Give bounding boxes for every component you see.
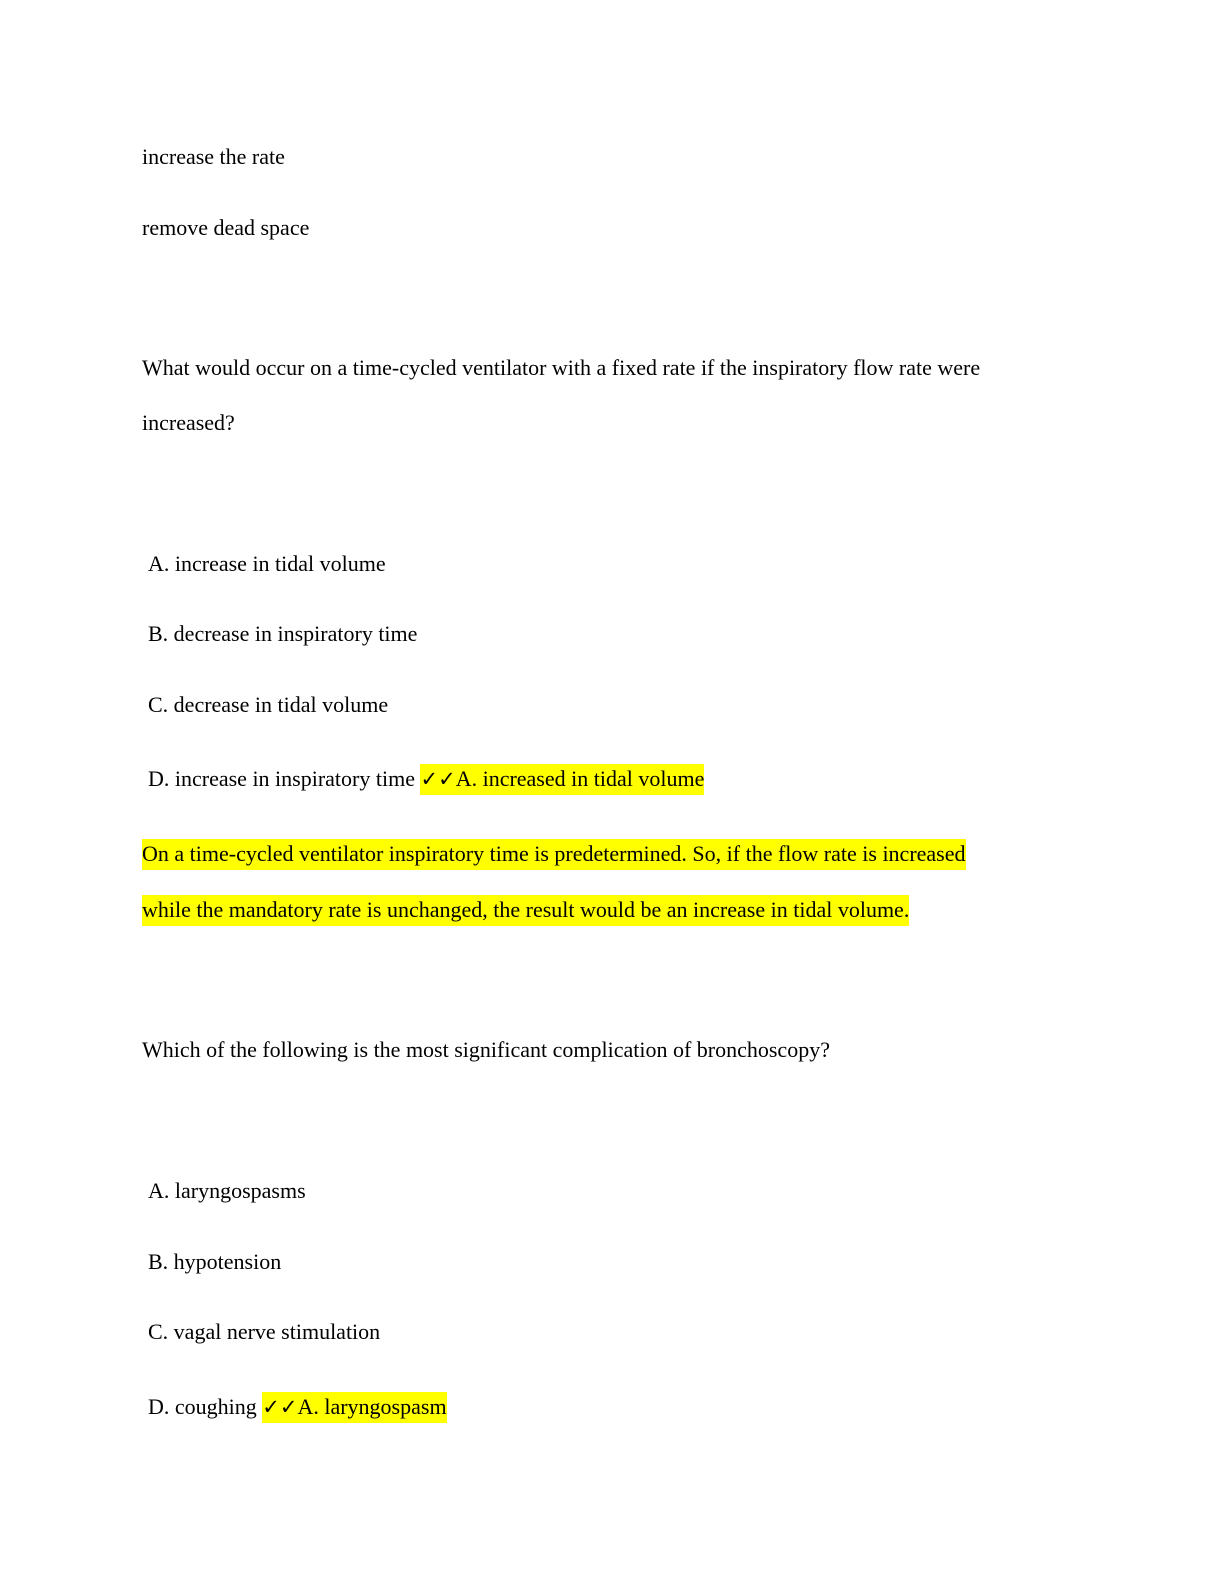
- q1-option-c: C. decrease in tidal volume: [148, 692, 389, 717]
- question-2-text: Which of the following is the most significant complication of bronchoscopy?: [142, 1037, 830, 1062]
- q2-option-d: D. coughing: [148, 1394, 257, 1419]
- q2-answer: A. laryngospasm: [297, 1394, 447, 1419]
- q2-option-a: A. laryngospasms: [148, 1178, 306, 1203]
- q2-option-d-row: [148, 1394, 447, 1420]
- prev-option-line: increase the rate: [142, 144, 285, 169]
- q1-explanation-line: [142, 841, 966, 867]
- q1-option-d: D. increase in inspiratory time: [148, 766, 415, 791]
- check-mark-icon: ✓✓: [420, 767, 456, 791]
- check-mark-icon: ✓✓: [262, 1395, 298, 1419]
- q1-explanation-line: [142, 897, 909, 923]
- q1-explanation-text: On a time-cycled ventilator inspiratory time is predetermined. So, if the flow rate is increased: [142, 839, 966, 870]
- q1-answer-highlight: [420, 764, 704, 795]
- question-1-text-continued: increased?: [142, 410, 235, 435]
- q1-option-d-row: [148, 766, 704, 792]
- q2-answer-highlight: [262, 1392, 446, 1423]
- q1-option-b: B. decrease in inspiratory time: [148, 621, 418, 646]
- q2-option-c: C. vagal nerve stimulation: [148, 1319, 381, 1344]
- prev-option-line: remove dead space: [142, 215, 310, 240]
- q1-option-a: A. increase in tidal volume: [148, 551, 386, 576]
- q2-option-b: B. hypotension: [148, 1249, 282, 1274]
- question-1-text: What would occur on a time-cycled ventilator with a fixed rate if the inspiratory flow rate were: [142, 355, 981, 380]
- q1-answer: A. increased in tidal volume: [455, 766, 705, 791]
- q1-explanation-text: while the mandatory rate is unchanged, the result would be an increase in tidal volume.: [142, 895, 909, 926]
